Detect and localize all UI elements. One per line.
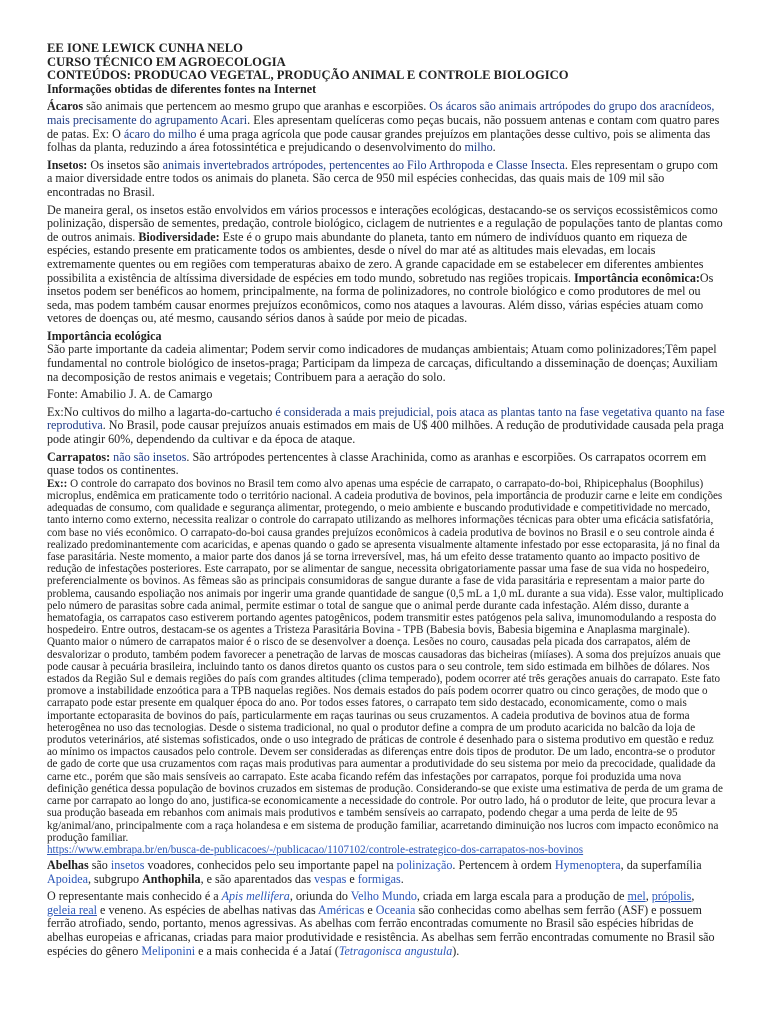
- abelhas-term: Abelhas: [47, 858, 89, 873]
- carrapatos-term: Carrapatos:: [47, 449, 111, 464]
- embrapa-link-line: [47, 844, 725, 856]
- text-span: , subgrupo: [87, 871, 143, 886]
- lagarta-link[interactable]: é considerada a mais prejudicial, pois ataca as plantas tanto na fase vegetativa quanto na fase reprodutiva: [47, 404, 725, 433]
- sources-note: Informações obtidas de diferentes fontes na Internet: [47, 81, 317, 96]
- text-span: e a mais conhecida é a Jataí (: [195, 943, 339, 958]
- contents-title: CONTEÚDOS: PRODUCAO VEGETAL, PRODUÇÃO ANIMAL E CONTROLE BIOLOGICO: [47, 68, 569, 83]
- importancia-ecologica-heading: Importância ecológica: [47, 328, 162, 343]
- text-span: , oriunda do: [289, 889, 351, 904]
- text-span: , da superfamília: [620, 858, 702, 873]
- fonte-line: Fonte: Amabilio J. A. de Camargo: [47, 387, 213, 402]
- text-span: De maneira geral, os insetos estão envolvidos em vários processos e interações ecológicas, destacando-se os serviços ecossistêmicos como polinização, dispersão de sementes, predação, controle biológico, ciclagem de nutrientes e a regulação de populações tanto de plantas como de outros animais.: [47, 202, 723, 244]
- link-apis-mellifera[interactable]: Apis mellifera: [221, 889, 290, 904]
- text-span: . São artrópodes pertencentes à classe Arachinida, como as aranhas e escorpiões. Os carrapatos ocorrem em quase todos os continentes.: [47, 449, 707, 478]
- text-span: ,: [645, 889, 652, 904]
- abelhas-paragraph: [47, 859, 725, 886]
- text-span: são conhecidas como abelhas sem ferrão (ASF) e possuem ferrão atrofiado, sendo, portanto, menos agressivas. As abelhas com ferrão encontradas comumente no Brasil são espécies híbridas de abelhas europeias e africanas, criadas para maior produtividade e resistência. As abelhas sem ferrão encontradas comumente no Brasil são espécies do gênero: [47, 902, 715, 958]
- text-span: , e são aparentados das: [200, 871, 315, 886]
- acaros-link-milho[interactable]: milho: [464, 140, 493, 155]
- text-span: são: [88, 858, 111, 873]
- text-span: e: [346, 871, 358, 886]
- acaros-link-milho-mite[interactable]: ácaro do milho: [123, 126, 197, 141]
- link-tetragonisca[interactable]: Tetragonisca angustula: [338, 943, 453, 958]
- text-span: O representante mais conhecido é a: [47, 889, 222, 904]
- example-label: Ex::: [47, 477, 68, 490]
- text-span: são animais que pertencem ao mesmo grupo que aranhas e escorpiões.: [83, 99, 430, 114]
- biodiversidade-term: Biodiversidade:: [138, 229, 220, 244]
- text-span: ).: [452, 943, 460, 958]
- text-span: e: [364, 902, 376, 917]
- link-vespas[interactable]: vespas: [314, 871, 347, 886]
- text-span: O controle do carrapato dos bovinos no Brasil tem como alvo apenas uma espécie de carrapato, o carrapato-do-boi, Rhipicephalus (Boophilus) microplus, endêmica em praticamente todo o território nacional. A cadeia produtiva de bovinos, pela importância de produzir carne e leite em condições adequadas de consumo, com qualidade e segurança alimentar, protegendo, o meio ambiente e buscando produtividade e competitividade no mercado, tanto interno como externo, necessita realizar o controle do carrapato utilizando as melhores informações técnicas para obter uma eficácia satisfatória, com base no viés econômico. O carrapato-do-boi causa grandes prejuízos econômicos à cadeia produtiva de bovinos no Brasil e o seu controle ainda é realizado predominantemente com acaricidas, e apenas quando o gado se apresenta visualmente altamente infestado por esse ectoparasita, já no final da fase parasitária. Neste momento, a maior parte dos danos já se torna irreversível, mas, há um efeito desse tratamento quanto ao impacto positivo de redução de infestações posteriores. Este carrapato, por se alimentar de sangue, necessita obrigatoriamente passar uma fase de sua vida no hospedeiro, preferencialmente os bovinos. As fêmeas são as principais consumidoras de sangue durante a fase de vida parasitária e representam a maior parte do problema, causando espoliação nos animais por ingerir uma grande quantidade de sangue (0,5 mL a 1,0 mL durante a sua vida). Esse valor, multiplicado pelo número de parasitas sobre cada animal, permite estimar o total de sangue que o animal perde durante cada infestação. Além disso, durante a hematofagia, os carrapatos caso estiverem portando agentes patogênicos, podem transmitir estes patógenos pela saliva, imunomodulando a resposta do hospedeiro. Entre outros, destacam-se os agentes a Tristeza Parasitária Bovina - TPB (Babesia bovis, Babesia bigemina e Anaplasma marginale). Quanto maior o número de carrapatos maior é o risco de se desenvolver a doença. Lesões no couro, causadas pela picada dos carrapatos, além de desvalorizar o produto, também podem favorecer a penetração de larvas de moscas causadoras das bicheiras (miíases). A soma dos prejuízos anuais que pode causar à pecuária brasileira, incluindo tanto os danos diretos quanto os custos para o seu controle, tem sido estimada em bilhões de dólares. Nos estados da Região Sul e demais regiões do país com grandes altitudes (clima temperado), podem ocorrer até três gerações anuais do carrapato. Este fato promove a instabilidade enzoótica para a TPB naquelas regiões. Nos demais estados do país podem ocorrer quatro ou cinco gerações, de modo que o carrapato pode estar presente em qualquer época do ano. Por todos esses fatores, o carrapato tem sido destacado, economicamente, como o mais importante ectoparasita de bovinos do país, particularmente em raças taurinas ou seus cruzamentos. A cadeia produtiva de bovinos atua de forma heterogênea no uso das tecnologias. Desde o sistema tradicional, no qual o produtor define a compra de um produto acaricida no balcão da loja de produtos veterinários, até sistemas sofisticados, onde o uso integrado de práticas de controle é desenhado para o sistema produtivo em questão e reduz ao mínimo os impactos causados pelo controle. Devem ser consideradas as diferenças entre dois tipos de produtor. De um lado, encontra-se o produtor de gado de corte que usa cruzamentos com raças mais produtivas para aumentar a produtividade do seu sistema por meio da precocidade, qualidade da carne etc., porém que são mais sensíveis ao carrapato. Este acaba ficando refém das infestações por carrapatos, porque foi produzida uma nova definição genética dessa população de bovinos cruzados em sistemas de produção. Considerando-se que existe uma estimativa de perda de um grama de carne por carrapato ao longo do ano, justifica-se economicamente a necessidade do controle. Por outro lado, há o produtor de leite, que procura levar a sua produção baseada em rebanhos com animais mais produtivos e também sensíveis ao carrapato, podendo chegar a uma perda de leite de 95 kg/animal/ano, principalmente com a raça holandesa e em sistema de produção familiar, acarretando diminuição nos lucros com impacto econômico na produção familiar.: [47, 477, 724, 844]
- text-span: .: [492, 140, 496, 155]
- link-americas[interactable]: Américas: [318, 902, 365, 917]
- lagarta-paragraph: [47, 406, 725, 447]
- text-span: voadores, conhecidos pelo seu importante papel na: [144, 858, 397, 873]
- link-apoidea[interactable]: Apoidea: [47, 871, 88, 886]
- importancia-ecologica-paragraph: São parte importante da cadeia alimentar; Podem servir como indicadores de mudanças ambientais; Atuam como polinizadores;Têm papel fundamental no controle biológico de insetos-praga; Participam da limpeza de carcaças, dificultando a disseminação de doenças; Auxiliam na decomposição de restos animais e vegetais; Contribuem para a aeração do solo.: [47, 342, 718, 384]
- school-name: EE IONE LEWICK CUNHA NELO: [47, 41, 243, 55]
- text-span: e veneno. As espécies de abelhas nativas das: [97, 902, 319, 917]
- text-span: ,: [691, 889, 695, 904]
- insetos-link-definition[interactable]: animais invertebrados artrópodes, pertencentes ao Filo Arthropoda e Classe Insecta: [162, 157, 565, 172]
- document-page: [47, 42, 725, 962]
- embrapa-url-link[interactable]: https://www.embrapa.br/en/busca-de-publicacoes/-/publicacao/1107102/controle-estrategico-dos-carrapatos-nos-bovinos: [47, 843, 584, 856]
- course-name: CURSO TÉCNICO EM AGROECOLOGIA: [47, 54, 286, 69]
- text-span: . Pertencem à ordem: [452, 858, 555, 873]
- insetos-general-paragraph: [47, 204, 725, 326]
- link-mel[interactable]: mel: [627, 889, 646, 904]
- insetos-term: Insetos:: [47, 157, 88, 172]
- insetos-paragraph: [47, 159, 725, 200]
- text-span: Os insetos podem ser benéficos ao homem, principalmente, na forma de polinizadores, no controle biológico e como produtores de mel ou seda, mas podem também causar enormes prejuízos econômicos, como nos ataques a lavouras. Além disso, várias espécies atuam como vetores de doenças ou, até mesmo, causando sérios danos à saúde por meio de picadas.: [47, 270, 714, 326]
- carrapatos-link[interactable]: não são insetos: [110, 449, 187, 464]
- text-span: , criada em larga escala para a produção de: [416, 889, 628, 904]
- text-span: . Eles apresentam quelíceras como peças bucais, não possuem antenas e contam com quatro pares de patas. Ex: O: [47, 112, 720, 141]
- link-polinizacao[interactable]: polinização: [396, 858, 453, 873]
- carrapatos-example-paragraph: [47, 478, 725, 844]
- acaros-term: Ácaros: [47, 99, 84, 114]
- text-span: . Eles representam o grupo com a maior diversidade entre todos os animais do planeta. São cerca de 950 mil espécies conhecidas, das quais mais de 109 mil são encontradas no Brasil.: [47, 157, 719, 199]
- anthophila-term: Anthophila: [142, 871, 201, 886]
- link-insetos[interactable]: insetos: [110, 858, 145, 873]
- text-span: é uma praga agrícola que pode causar grandes prejuízos em plantações desse cultivo, pois se alimenta das folhas da planta, reduzindo a área fotossintética e prejudicando o desenvolvimento do: [47, 126, 711, 155]
- text-span: . No Brasil, pode causar prejuízos anuais estimados em mais de U$ 400 milhões. A redução de produtividade causada pela praga pode atingir 60%, dependendo da cultivar e da época de ataque.: [47, 418, 724, 447]
- text-span: Este é o grupo mais abundante do planeta, tanto em número de indivíduos quanto em riqueza de espécies, estando presente em praticamente todos os ambientes, desde o nível do mar até as altitudes mais elevadas, em locais extremamente quentes ou em regiões com temperaturas abaixo de zero. A grande capacidade em se estabelecer em diferentes ambientes possibilita a existência de altíssima diversidade de espécies em todo mundo, sobretudo nas regiões tropicais.: [47, 229, 704, 285]
- link-oceania[interactable]: Oceania: [375, 902, 416, 917]
- acaros-paragraph: [47, 100, 725, 154]
- acaros-link-definition[interactable]: Os ácaros são animais artrópodes do grupo dos aracnídeos, mais precisamente do agrupamento Acari: [47, 99, 715, 127]
- abelhas-representante-paragraph: [47, 890, 725, 958]
- link-formigas[interactable]: formigas: [357, 871, 401, 886]
- carrapatos-paragraph: [47, 451, 725, 478]
- link-meliponini[interactable]: Meliponini: [141, 943, 196, 958]
- text-span: .: [400, 871, 404, 886]
- text-span: Os insetos são: [87, 157, 163, 172]
- link-geleia-real[interactable]: geleia real: [47, 902, 98, 917]
- link-hymenoptera[interactable]: Hymenoptera: [554, 858, 621, 873]
- text-span: Ex:No cultivos do milho a lagarta-do-cartucho: [47, 404, 276, 419]
- link-propolis[interactable]: própolis: [651, 889, 692, 904]
- link-velho-mundo[interactable]: Velho Mundo: [350, 889, 417, 904]
- importancia-economica-term: Importância econômica:: [573, 270, 700, 285]
